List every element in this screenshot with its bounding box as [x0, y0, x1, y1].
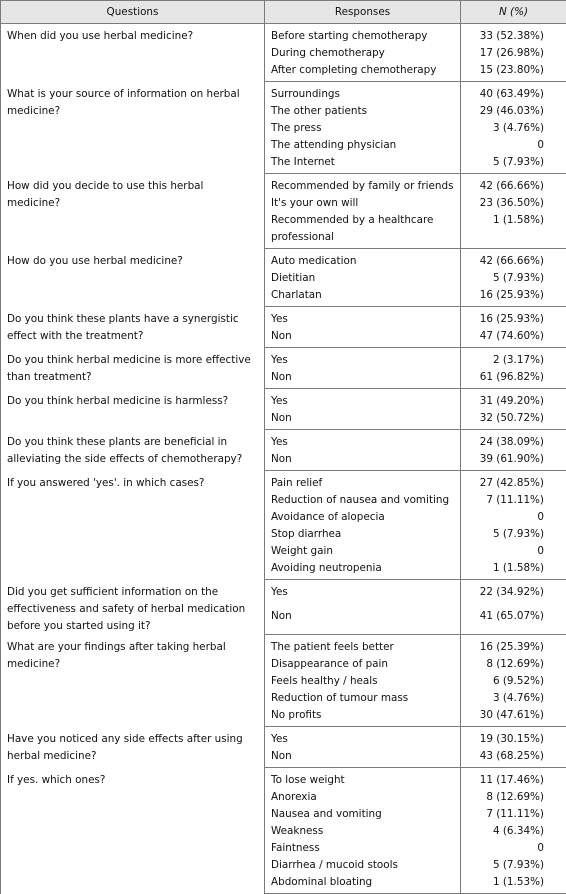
response-cell: It's your own will: [265, 195, 461, 212]
question-cell: [1, 174, 265, 249]
table-row: [1, 580, 566, 609]
question-cell: [1, 430, 265, 471]
count-cell: 1 (1.58%): [461, 560, 566, 580]
response-cell: Yes: [265, 430, 461, 452]
response-cell: The press: [265, 120, 461, 137]
table-row: [1, 249, 566, 271]
table-row: [1, 307, 566, 329]
response-cell: Feels healthy / heals: [265, 673, 461, 690]
count-cell: 7 (11.11%): [461, 806, 566, 823]
count-cell: 23 (36.50%): [461, 195, 566, 212]
count-cell: 61 (96.82%): [461, 369, 566, 389]
response-cell: The Internet: [265, 154, 461, 174]
response-cell: Before starting chemotherapy: [265, 24, 461, 46]
count-cell: 42 (66.66%): [461, 249, 566, 271]
header-n-label: N (%): [499, 6, 528, 18]
response-cell: Pain relief: [265, 471, 461, 493]
count-cell: 5 (7.93%): [461, 154, 566, 174]
response-cell: Reduction of nausea and vomiting: [265, 492, 461, 509]
response-cell: Yes: [265, 348, 461, 370]
count-cell: 16 (25.39%): [461, 635, 566, 657]
count-cell: 30 (47.61%): [461, 707, 566, 727]
question-text: Did you get sufficient information on the effectiveness and safety of herbal medication before you started using it?: [7, 584, 258, 635]
table-row: [1, 768, 566, 790]
count-cell: 32 (50.72%): [461, 410, 566, 430]
count-cell: 8 (12.69%): [461, 789, 566, 806]
count-cell: 31 (49.20%): [461, 389, 566, 411]
response-cell: Weakness: [265, 823, 461, 840]
count-cell: 5 (7.93%): [461, 857, 566, 874]
count-cell: 16 (25.93%): [461, 307, 566, 329]
header-row: [1, 1, 566, 24]
response-cell: The attending physician: [265, 137, 461, 154]
response-cell: The patient feels better: [265, 635, 461, 657]
question-cell: [1, 768, 265, 894]
count-cell: 3 (4.76%): [461, 690, 566, 707]
response-cell: Yes: [265, 307, 461, 329]
count-cell: 5 (7.93%): [461, 526, 566, 543]
response-cell: Reduction of tumour mass: [265, 690, 461, 707]
table-row: [1, 174, 566, 196]
response-cell: Non: [265, 369, 461, 389]
count-cell: 8 (12.69%): [461, 656, 566, 673]
count-cell: 0: [461, 840, 566, 857]
count-cell: 27 (42.85%): [461, 471, 566, 493]
question-cell: [1, 82, 265, 174]
response-cell: Avoidance of alopecia: [265, 509, 461, 526]
count-cell: 43 (68.25%): [461, 748, 566, 768]
table-row: [1, 430, 566, 452]
count-cell: 0: [461, 509, 566, 526]
response-cell: No profits: [265, 707, 461, 727]
count-cell: 41 (65.07%): [461, 608, 566, 634]
response-cell: Abdominal bloating: [265, 874, 461, 894]
question-cell: [1, 249, 265, 307]
response-cell: Recommended by family or friends: [265, 174, 461, 196]
response-cell: After completing chemotherapy: [265, 62, 461, 82]
table-row: [1, 348, 566, 370]
count-cell: 3 (4.76%): [461, 120, 566, 137]
response-cell: Yes: [265, 580, 461, 609]
header-questions: Questions: [1, 1, 265, 24]
question-cell: [1, 389, 265, 430]
response-cell: During chemotherapy: [265, 45, 461, 62]
table-row: [1, 389, 566, 411]
response-cell: To lose weight: [265, 768, 461, 790]
response-cell: Non: [265, 748, 461, 768]
response-cell: Recommended by a healthcare professional: [265, 212, 461, 249]
response-cell: Disappearance of pain: [265, 656, 461, 673]
question-text: What are your findings after taking herbal medicine?: [7, 639, 258, 673]
count-cell: 15 (23.80%): [461, 62, 566, 82]
question-cell: [1, 635, 265, 727]
response-cell: Diarrhea / mucoid stools: [265, 857, 461, 874]
question-text: If yes. which ones?: [7, 772, 258, 789]
response-cell: Non: [265, 410, 461, 430]
count-cell: 19 (30.15%): [461, 727, 566, 749]
count-cell: 4 (6.34%): [461, 823, 566, 840]
response-cell: Avoiding neutropenia: [265, 560, 461, 580]
count-cell: 0: [461, 543, 566, 560]
count-cell: 17 (26.98%): [461, 45, 566, 62]
question-text: Do you think herbal medicine is more effective than treatment?: [7, 352, 258, 386]
question-text: If you answered 'yes'. in which cases?: [7, 475, 258, 492]
header-responses: Responses: [265, 1, 461, 24]
count-cell: 33 (52.38%): [461, 24, 566, 46]
count-cell: 1 (1.58%): [461, 212, 566, 249]
question-text: How did you decide to use this herbal medicine?: [7, 178, 258, 212]
count-cell: 24 (38.09%): [461, 430, 566, 452]
response-cell: Auto medication: [265, 249, 461, 271]
question-cell: [1, 471, 265, 580]
count-cell: 47 (74.60%): [461, 328, 566, 348]
count-cell: 1 (1.53%): [461, 874, 566, 894]
response-cell: Surroundings: [265, 82, 461, 104]
response-cell: Weight gain: [265, 543, 461, 560]
table-row: [1, 727, 566, 749]
question-cell: [1, 24, 265, 82]
count-cell: 7 (11.11%): [461, 492, 566, 509]
table-row: [1, 635, 566, 657]
question-text: Do you think these plants are beneficial in alleviating the side effects of chemotherapy?: [7, 434, 258, 468]
header-n: [461, 1, 566, 24]
response-cell: Yes: [265, 727, 461, 749]
count-cell: 5 (7.93%): [461, 270, 566, 287]
response-cell: The other patients: [265, 103, 461, 120]
question-cell: [1, 580, 265, 635]
count-cell: 22 (34.92%): [461, 580, 566, 609]
response-cell: Dietitian: [265, 270, 461, 287]
table-row: [1, 24, 566, 46]
response-cell: Yes: [265, 389, 461, 411]
question-text: Do you think these plants have a synergistic effect with the treatment?: [7, 311, 258, 345]
response-cell: Charlatan: [265, 287, 461, 307]
response-cell: Non: [265, 328, 461, 348]
question-text: Have you noticed any side effects after using herbal medicine?: [7, 731, 258, 765]
count-cell: 16 (25.93%): [461, 287, 566, 307]
response-cell: Anorexia: [265, 789, 461, 806]
count-cell: 6 (9.52%): [461, 673, 566, 690]
question-text: What is your source of information on herbal medicine?: [7, 86, 258, 120]
response-cell: Faintness: [265, 840, 461, 857]
table-row: [1, 82, 566, 104]
question-cell: [1, 307, 265, 348]
count-cell: 29 (46.03%): [461, 103, 566, 120]
question-text: How do you use herbal medicine?: [7, 253, 258, 270]
count-cell: 2 (3.17%): [461, 348, 566, 370]
table-body: [1, 24, 566, 894]
count-cell: 42 (66.66%): [461, 174, 566, 196]
response-cell: Stop diarrhea: [265, 526, 461, 543]
count-cell: 40 (63.49%): [461, 82, 566, 104]
table-row: [1, 471, 566, 493]
question-cell: [1, 727, 265, 768]
question-text: When did you use herbal medicine?: [7, 28, 258, 45]
response-cell: Nausea and vomiting: [265, 806, 461, 823]
count-cell: 39 (61.90%): [461, 451, 566, 471]
response-cell: Non: [265, 608, 461, 634]
count-cell: 0: [461, 137, 566, 154]
question-text: Do you think herbal medicine is harmless?: [7, 393, 258, 410]
count-cell: 11 (17.46%): [461, 768, 566, 790]
response-cell: Non: [265, 451, 461, 471]
question-cell: [1, 348, 265, 389]
